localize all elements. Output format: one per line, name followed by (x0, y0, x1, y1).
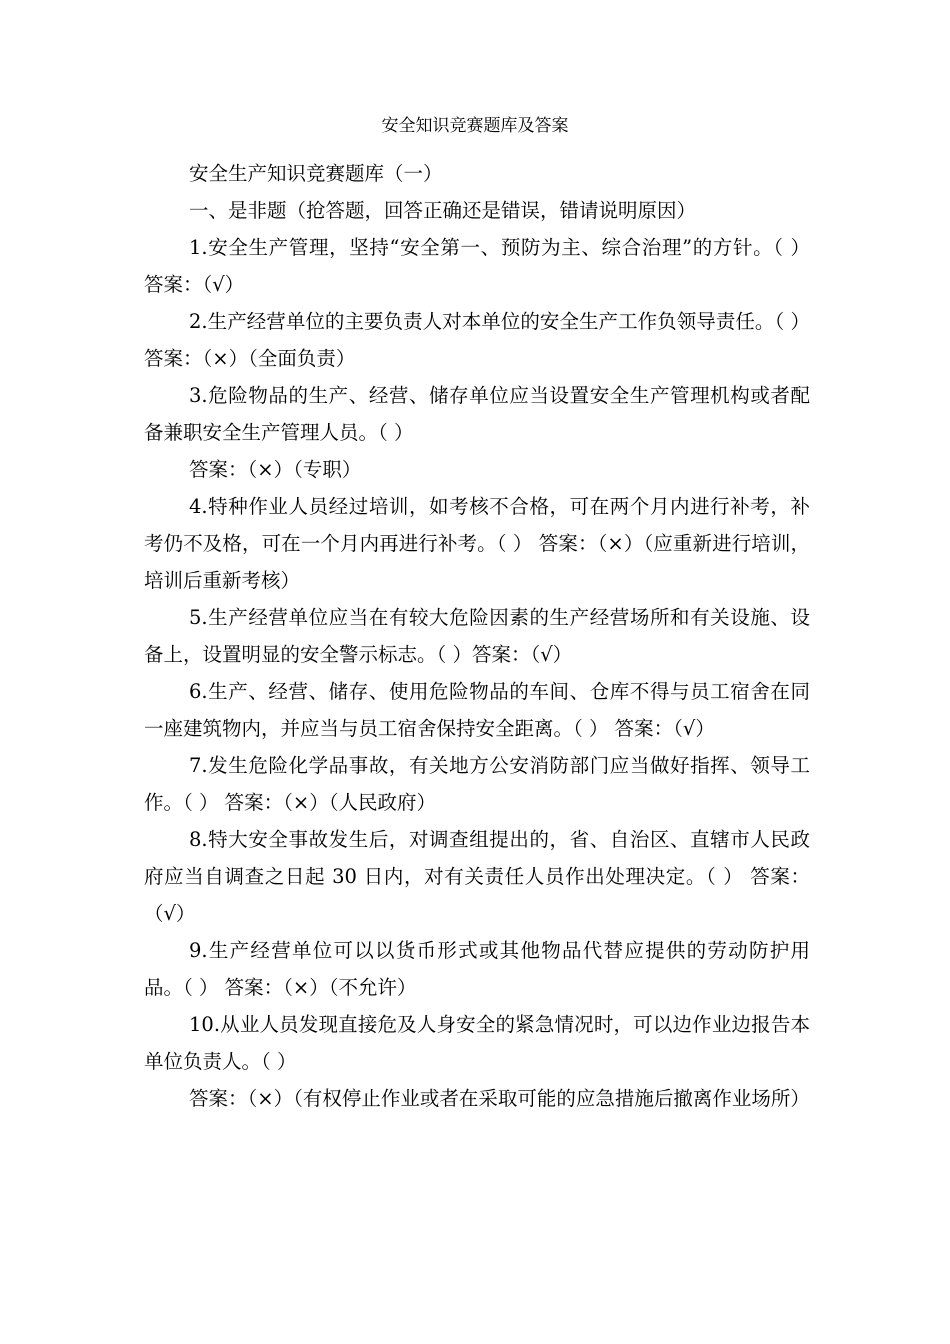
document-body (144, 155, 810, 1117)
question-2: 2.生产经营单位的主要负责人对本单位的安全生产工作负领导责任。（ ） 答案：（×）（全面负责） (144, 310, 810, 370)
question-5: 5.生产经营单位应当在有较大危险因素的生产经营场所和有关设施、设备上，设置明显的安全警示标志。（ ）答案：（√） (144, 606, 810, 666)
answer-3: 答案：（×）（专职） (189, 458, 362, 481)
section-heading: 安全生产知识竞赛题库（一） (189, 162, 443, 185)
question-8: 8.特大安全事故发生后，对调查组提出的，省、自治区、直辖市人民政府应当自调查之日起 30 日内，对有关责任人员作出处理决定。（ ） 答案：（√） (144, 828, 810, 925)
document-title: 安全知识竞赛题库及答案 (381, 116, 569, 136)
question-7: 7.发生危险化学品事故，有关地方公安消防部门应当做好指挥、领导工作。（ ） 答案：（×）（人民政府） (144, 754, 810, 814)
question-4: 4.特种作业人员经过培训，如考核不合格，可在两个月内进行补考，补考仍不及格，可在一个月内再进行补考。（ ） 答案：（×）（应重新进行培训，培训后重新考核） (144, 495, 810, 592)
question-1: 1.安全生产管理，坚持“安全第一、预防为主、综合治理”的方针。（ ） 答案：（√） (144, 236, 810, 296)
question-6: 6.生产、经营、储存、使用危险物品的车间、仓库不得与员工宿舍在同一座建筑物内，并应当与员工宿舍保持安全距离。（ ） 答案：（√） (144, 680, 810, 740)
answer-10: 答案：（×）（有权停止作业或者在采取可能的应急措施后撤离作业场所） (189, 1087, 810, 1110)
question-10: 10.从业人员发现直接危及人身安全的紧急情况时，可以边作业边报告本单位负责人。（ ） (144, 1013, 810, 1073)
question-9: 9.生产经营单位可以以货币形式或其他物品代替应提供的劳动防护用品。（ ） 答案：（×）（不允许） (144, 939, 810, 999)
subsection-heading: 一、是非题（抢答题，回答正确还是错误，错请说明原因） (189, 199, 697, 222)
question-3: 3.危险物品的生产、经营、储存单位应当设置安全生产管理机构或者配备兼职安全生产管理人员。（ ） (144, 384, 810, 444)
